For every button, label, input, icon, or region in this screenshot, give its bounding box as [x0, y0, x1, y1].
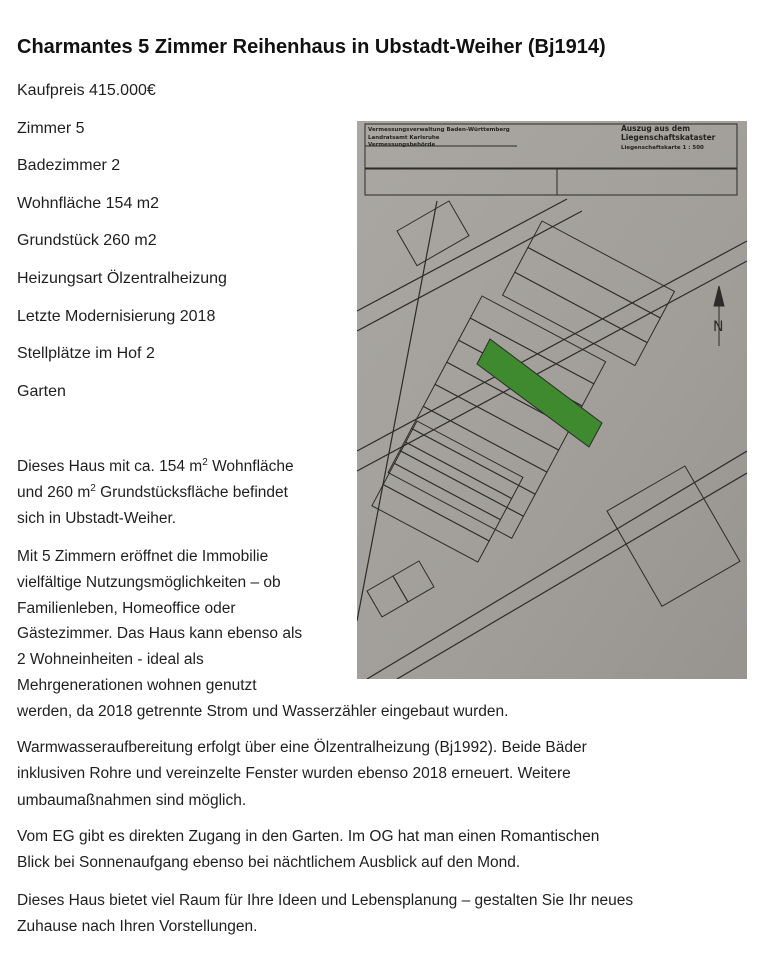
paragraph4-line2: Blick bei Sonnenaufgang ebenso bei nächtlichem Ausblick auf den Mond. — [17, 854, 521, 871]
paragraph2-line6: Mehrgenerationen wohnen genutzt — [17, 677, 257, 694]
fact-stellplaetze: Stellplätze im Hof 2 — [17, 345, 155, 362]
paragraph1-line1: Dieses Haus mit ca. 154 $m^2$ Wohnfläche — [17, 457, 294, 475]
paragraph3-line1: Warmwasseraufbereitung erfolgt über eine Ölzentralheizung (Bj1992). Beide Bäder — [17, 739, 587, 756]
fact-wohnflaeche: Wohnfläche 154 m2 — [17, 195, 160, 212]
map-header-right-2: Liegenschaftskataster — [621, 133, 716, 142]
paragraph1-line3: sich in Ubstadt-Weiher. — [17, 510, 177, 527]
fact-kaufpreis: Kaufpreis 415.000€ — [17, 82, 156, 99]
map-header-left-1: Vermessungsverwaltung Baden-Württemberg — [368, 127, 510, 133]
cadastral-map-image — [357, 121, 747, 679]
paragraph2-line3: Familienleben, Homeoffice oder — [17, 600, 236, 617]
fact-zimmer: Zimmer 5 — [17, 120, 85, 137]
map-header-right-1: Auszug aus dem — [621, 124, 691, 133]
paragraph2-line1: Mit 5 Zimmern eröffnet die Immobilie — [17, 548, 269, 565]
paragraph5-line1: Dieses Haus bietet viel Raum für Ihre Ideen und Lebensplanung – gestalten Sie Ihr neues — [17, 892, 634, 909]
paragraph2-line4: Gästezimmer. Das Haus kann ebenso als — [17, 625, 303, 642]
paragraph4-line1: Vom EG gibt es direkten Zugang in den Garten. Im OG hat man einen Romantischen — [17, 828, 600, 845]
map-header-left-3: Vermessungsbehörde — [368, 142, 436, 148]
paragraph3-line2: inklusiven Rohre und vereinzelte Fenster wurden ebenso 2018 erneuert. Weitere — [17, 765, 571, 782]
paragraph3-line3: umbaumaßnahmen sind möglich. — [17, 792, 247, 809]
map-header-right-3: Liegenschaftskarte 1 : 500 — [621, 145, 704, 151]
fact-heizungsart: Heizungsart Ölzentralheizung — [17, 270, 227, 287]
north-label: N — [713, 319, 724, 335]
fact-grundstueck: Grundstück 260 m2 — [17, 232, 157, 249]
fact-modernisierung: Letzte Modernisierung 2018 — [17, 308, 216, 325]
page-title: Charmantes 5 Zimmer Reihenhaus in Ubstadt-Weiher (Bj1914) — [17, 36, 606, 58]
paragraph5-line2: Zuhause nach Ihren Vorstellungen. — [17, 918, 258, 935]
paragraph1-line2: und 260 $m^2$ Grundstücksfläche befindet — [17, 483, 288, 501]
paragraph2-line7: werden, da 2018 getrennte Strom und Wasserzähler eingebaut wurden. — [17, 703, 509, 720]
fact-garten: Garten — [17, 383, 66, 400]
fact-badezimmer: Badezimmer 2 — [17, 157, 121, 174]
map-header-left-2: Landratsamt Karlsruhe — [368, 135, 440, 141]
paragraph2-line2: vielfältige Nutzungsmöglichkeiten – ob — [17, 574, 281, 591]
paragraph2-line5: 2 Wohneinheiten - ideal als — [17, 651, 204, 668]
